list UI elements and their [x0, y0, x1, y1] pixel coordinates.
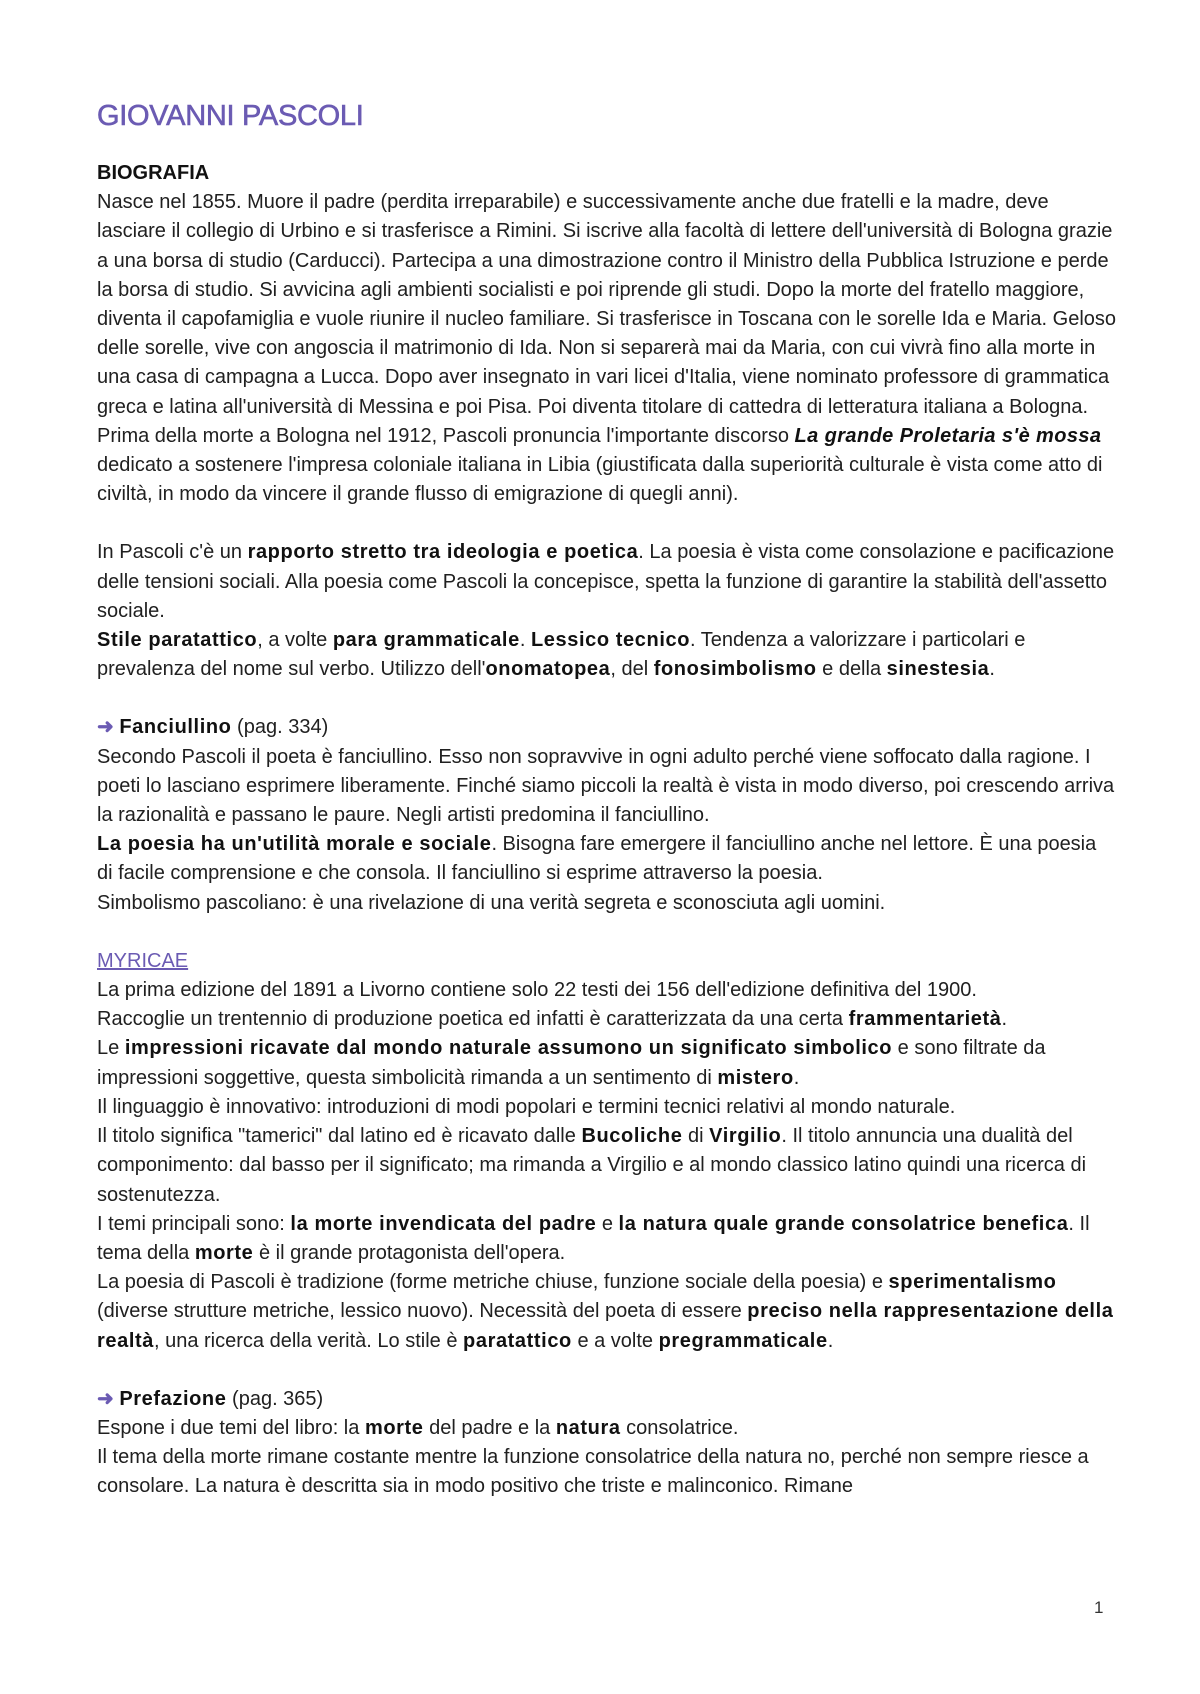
- text-run: di: [682, 1125, 710, 1148]
- myricae-line-7: [97, 1268, 1117, 1356]
- speech-title: La grande Proletaria s'è mossa: [794, 424, 1102, 447]
- text-run: .: [827, 1329, 834, 1352]
- bold-run: onomatopea: [485, 658, 611, 681]
- bold-run: fonosimbolismo: [653, 658, 817, 681]
- bold-run: impressioni ricavate dal mondo naturale assumono un significato simbolico: [124, 1037, 893, 1060]
- myricae-line-3: [97, 1034, 1117, 1092]
- fanciullino-page-ref: (pag. 334): [231, 716, 329, 739]
- prefazione-title: Prefazione: [119, 1387, 227, 1410]
- bold-run: morte: [194, 1241, 254, 1264]
- bold-run: Virgilio: [709, 1125, 782, 1148]
- bold-run: morte: [364, 1416, 424, 1439]
- text-run: .: [793, 1066, 800, 1089]
- text-run: Il titolo significa "tamerici" dal latino ed è ricavato dalle: [97, 1125, 582, 1148]
- poetica-paragraph-1: [97, 538, 1117, 626]
- text-run: Espone i due temi del libro: la: [97, 1416, 365, 1439]
- bold-run: pregrammaticale: [658, 1329, 828, 1352]
- fanciullino-title: Fanciullino: [119, 716, 232, 739]
- bold-run: la natura quale grande consolatrice benefica: [618, 1212, 1069, 1235]
- myricae-line-4: Il linguaggio è innovativo: introduzioni di modi popolari e termini tecnici relativi al mondo naturale.: [97, 1095, 956, 1118]
- prefazione-line-2: Il tema della morte rimane costante mentre la funzione consolatrice della natura no, perché non sempre riesce a consolare. La natura è descritta sia in modo positivo che triste e malinconico. Rimane: [97, 1446, 1089, 1498]
- text-run: , a volte: [257, 629, 333, 652]
- text-run: . Bisogna fare emergere il fanciullino anche nel lettore. È una poesia di facile comprensione e che consola. Il fanciullino si esprime attraverso la poesia.: [97, 833, 1097, 885]
- text-run: , del: [610, 658, 654, 681]
- text-run: Raccoglie un trentennio di produzione poetica ed infatti è caratterizzata da una certa: [97, 1008, 849, 1031]
- page-content: [97, 96, 1117, 1502]
- text-run: , una ricerca della verità. Lo stile è: [153, 1329, 464, 1352]
- arrow-right-icon: ➜: [97, 1387, 114, 1410]
- bold-run: sinestesia: [886, 658, 990, 681]
- text-run: La poesia di Pascoli è tradizione (forme metriche chiuse, funzione sociale della poesia) e: [97, 1271, 889, 1294]
- text-run: . La poesia è vista come consolazione e pacificazione delle tensioni sociali. Alla poesia come Pascoli la concepisce, spetta la funzione di garantire la stabilità dell'assetto sociale.: [97, 541, 1115, 622]
- poetica-paragraph-2: [97, 626, 1117, 684]
- arrow-right-icon: ➜: [97, 716, 114, 739]
- prefazione-page-ref: (pag. 365): [226, 1387, 324, 1410]
- text-run: e sono filtrate da impressioni soggettive, questa simbolicità rimanda a un sentimento di: [97, 1037, 1046, 1089]
- bold-run: para grammaticale: [332, 629, 520, 652]
- biografia-text-2: dedicato a sostenere l'impresa coloniale italiana in Libia (giustificata dalla superiorità culturale è vista come atto di civiltà, in modo da vincere il grande flusso di emigrazione di quegli anni).: [97, 454, 1103, 506]
- text-run: . Il tema della: [97, 1212, 1090, 1264]
- document-title: GIOVANNI PASCOLI: [97, 100, 364, 132]
- text-run: Le: [97, 1037, 125, 1060]
- text-run: Simbolismo pascoliano: è una rivelazione di una verità segreta e sconosciuta agli uomini.: [97, 891, 886, 914]
- myricae-line-5: [97, 1122, 1117, 1210]
- fanciullino-paragraph: [97, 743, 1117, 918]
- text-run: è il grande protagonista dell'opera.: [253, 1241, 566, 1264]
- text-run: In Pascoli c'è un: [97, 541, 248, 564]
- text-run: Secondo Pascoli il poeta è fanciullino. Esso non sopravvive in ogni adulto perché viene soffocato dalla ragione. I poeti lo lasciano esprimere liberamente. Finché siamo piccoli la realtà è vista in modo diverso, poi crescendo arriva la razionalità e passano le paure. Negli artisti predomina il fanciullino.: [97, 745, 1115, 827]
- bold-run: frammentarietà: [848, 1008, 1002, 1031]
- bold-run: preciso nella rappresentazione della realtà: [97, 1300, 1114, 1352]
- myricae-line-1: La prima edizione del 1891 a Livorno contiene solo 22 testi dei 156 dell'edizione definitiva del 1900.: [97, 979, 977, 1002]
- bold-run: mistero: [717, 1066, 794, 1089]
- text-run: . Il titolo annuncia una dualità del componimento: dal basso per il significato; ma rimanda a Virgilio e al mondo classico latino quindi una ricerca di sostenutezza.: [97, 1125, 1087, 1206]
- fanciullino-heading: [97, 713, 1117, 742]
- text-run: e della: [816, 658, 887, 681]
- bold-run: Stile paratattico: [97, 629, 258, 652]
- bold-run: Lessico tecnico: [530, 629, 691, 652]
- text-run: e: [596, 1212, 619, 1235]
- bold-run: paratattico: [463, 1329, 572, 1352]
- prefazione-line-1: [97, 1414, 1117, 1443]
- myricae-line-6: [97, 1210, 1117, 1268]
- text-run: consolatrice.: [620, 1416, 739, 1439]
- text-run: e a volte: [571, 1329, 659, 1352]
- myricae-line-2: [97, 1005, 1117, 1034]
- text-run: .: [519, 629, 531, 652]
- text-run: del padre e la: [423, 1416, 556, 1439]
- text-run: .: [1001, 1008, 1008, 1031]
- page-number: 1: [1094, 1598, 1104, 1617]
- text-run: I temi principali sono:: [97, 1212, 291, 1235]
- bold-run: sperimentalismo: [888, 1271, 1057, 1294]
- prefazione-heading: [97, 1385, 1117, 1414]
- bold-run: natura: [555, 1416, 621, 1439]
- myricae-heading: MYRICAE: [97, 949, 189, 972]
- bold-run: Bucoliche: [581, 1125, 683, 1148]
- text-run: .: [989, 658, 995, 681]
- bold-run: la morte invendicata del padre: [290, 1212, 597, 1235]
- bold-run: La poesia ha un'utilità morale e sociale: [97, 833, 492, 856]
- text-run: (diverse strutture metriche, lessico nuovo). Necessità del poeta di essere: [97, 1300, 748, 1323]
- biografia-heading: BIOGRAFIA: [97, 162, 210, 184]
- biografia-paragraph: [97, 188, 1117, 509]
- text-run: . Tendenza a valorizzare i particolari e prevalenza del nome sul verbo. Utilizzo dell': [97, 629, 1026, 681]
- bold-run: rapporto stretto tra ideologia e poetica: [247, 541, 639, 564]
- biografia-text-1: Nasce nel 1855. Muore il padre (perdita irreparabile) e successivamente anche due fratelli e la madre, deve lasciare il collegio di Urbino e si trasferisce a Rimini. Si iscrive alla facoltà di lettere dell'università di Bologna grazie a una borsa di studio (Carducci). Partecipa a una dimostrazione contro il Ministro della Pubblica Istruzione e perde la borsa di studio. Si avvicina agli ambienti socialisti e poi riprende gli studi. Dopo la morte del fratello maggiore, diventa il capofamiglia e vuole riunire il nucleo familiare. Si trasferisce in Toscana con le sorelle Ida e Maria. Geloso delle sorelle, vive con angoscia il matrimonio di Ida. Non si separerà mai da Maria, con cui vivrà fino alla morte in una casa di campagna a Lucca. Dopo aver insegnato in vari licei d'Italia, viene nominato professore di grammatica greca e latina all'università di Messina e poi Pisa. Poi diventa titolare di cattedra di letteratura italiana a Bologna. Prima della morte a Bologna nel 1912, Pascoli pronuncia l'importante discorso: [97, 191, 1117, 447]
